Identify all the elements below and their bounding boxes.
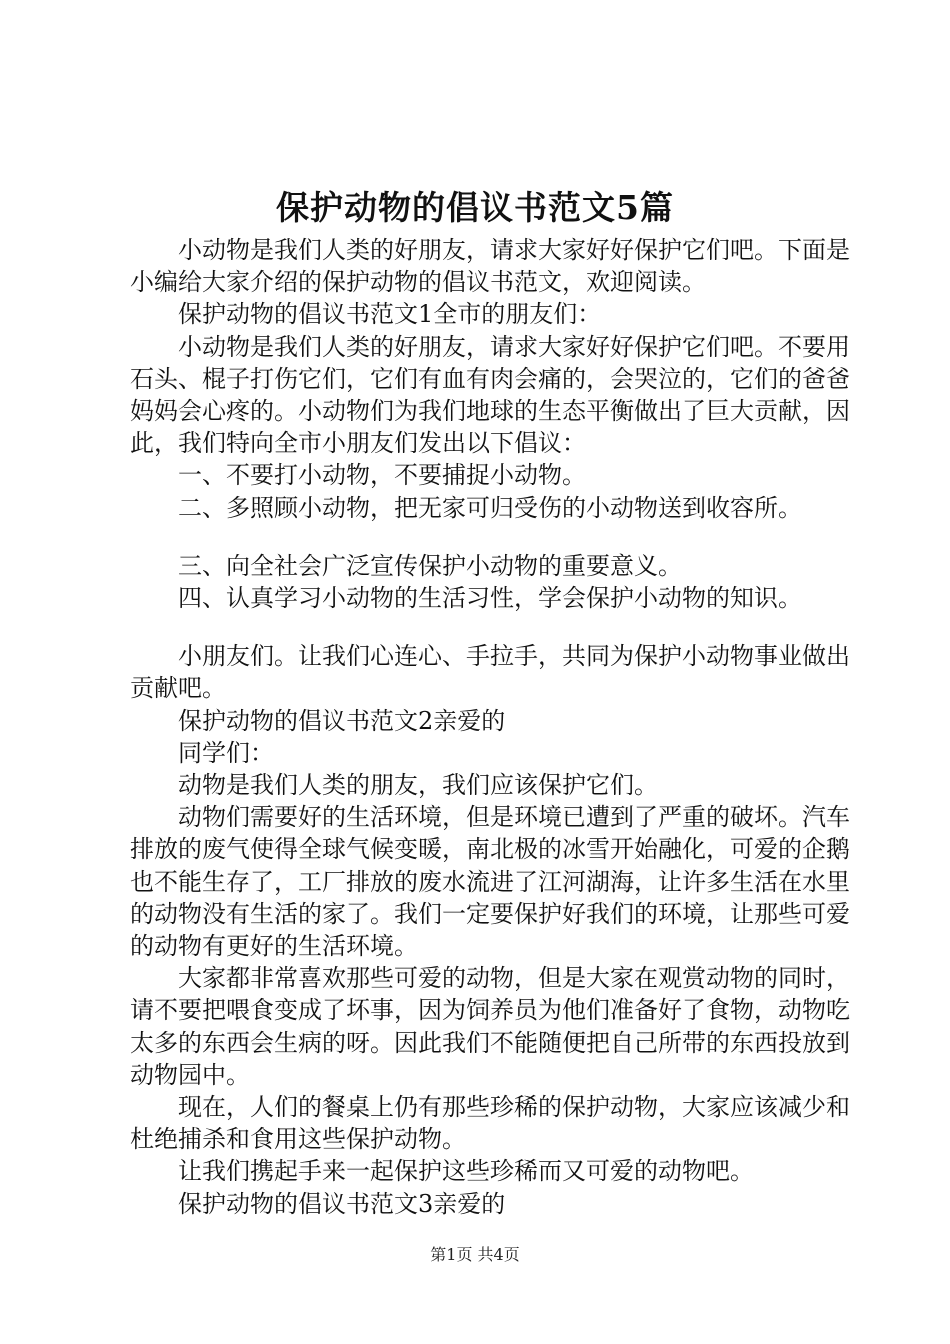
paragraph-heading-1: 保护动物的倡议书范文1全市的朋友们： [178,300,602,329]
document-title: 保护动物的倡议书范文5篇 [276,188,674,227]
paragraph-proposal-4: 四、认真学习小动物的生活习性，学会保护小动物的知识。 [178,584,802,613]
paragraph: 让我们携起手来一起保护这些珍稀而又可爱的动物吧。 [178,1157,754,1186]
paragraph: 动物是我们人类的朋友，我们应该保护它们。 [178,771,658,800]
paragraph: 现在，人们的餐桌上仍有那些珍稀的保护动物，大家应该减少和杜绝捕杀和食用这些保护动物。 [130,1093,850,1154]
document-body [130,234,850,1220]
page-footer: 第1页 共4页 [430,1245,520,1264]
paragraph: 小动物是我们人类的好朋友，请求大家好好保护它们吧。不要用石头、棍子打伤它们，它们有血有肉会痛的，会哭泣的，它们的爸爸妈妈会心疼的。小动物们为我们地球的生态平衡做出了巨大贡献，因此，我们特向全市小朋友们发出以下倡议： [130,332,850,458]
paragraph: 动物们需要好的生活环境，但是环境已遭到了严重的破坏。汽车排放的废气使得全球气候变暖，南北极的冰雪开始融化，可爱的企鹅也不能生存了，工厂排放的废水流进了江河湖海，让许多生活在水里的动物没有生活的家了。我们一定要保护好我们的环境，让那些可爱的动物有更好的生活环境。 [130,803,850,961]
paragraph-proposal-1: 一、不要打小动物，不要捕捉小动物。 [178,461,586,490]
paragraph-heading-3: 保护动物的倡议书范文3亲爱的 [178,1189,506,1218]
paragraph-intro: 小动物是我们人类的好朋友，请求大家好好保护它们吧。下面是小编给大家介绍的保护动物的倡议书范文，欢迎阅读。 [130,236,850,297]
paragraph-salutation: 同学们： [178,738,274,767]
paragraph-proposal-3: 三、向全社会广泛宣传保护小动物的重要意义。 [178,551,682,580]
paragraph-proposal-2: 二、多照顾小动物，把无家可归受伤的小动物送到收容所。 [178,493,802,522]
paragraph: 小朋友们。让我们心连心、手拉手，共同为保护小动物事业做出贡献吧。 [130,642,850,703]
paragraph-heading-2: 保护动物的倡议书范文2亲爱的 [178,706,506,735]
paragraph: 大家都非常喜欢那些可爱的动物，但是大家在观赏动物的同时，请不要把喂食变成了坏事，因为饲养员为他们准备好了食物，动物吃太多的东西会生病的呀。因此我们不能随便把自己所带的东西投放到动物园中。 [130,964,850,1089]
